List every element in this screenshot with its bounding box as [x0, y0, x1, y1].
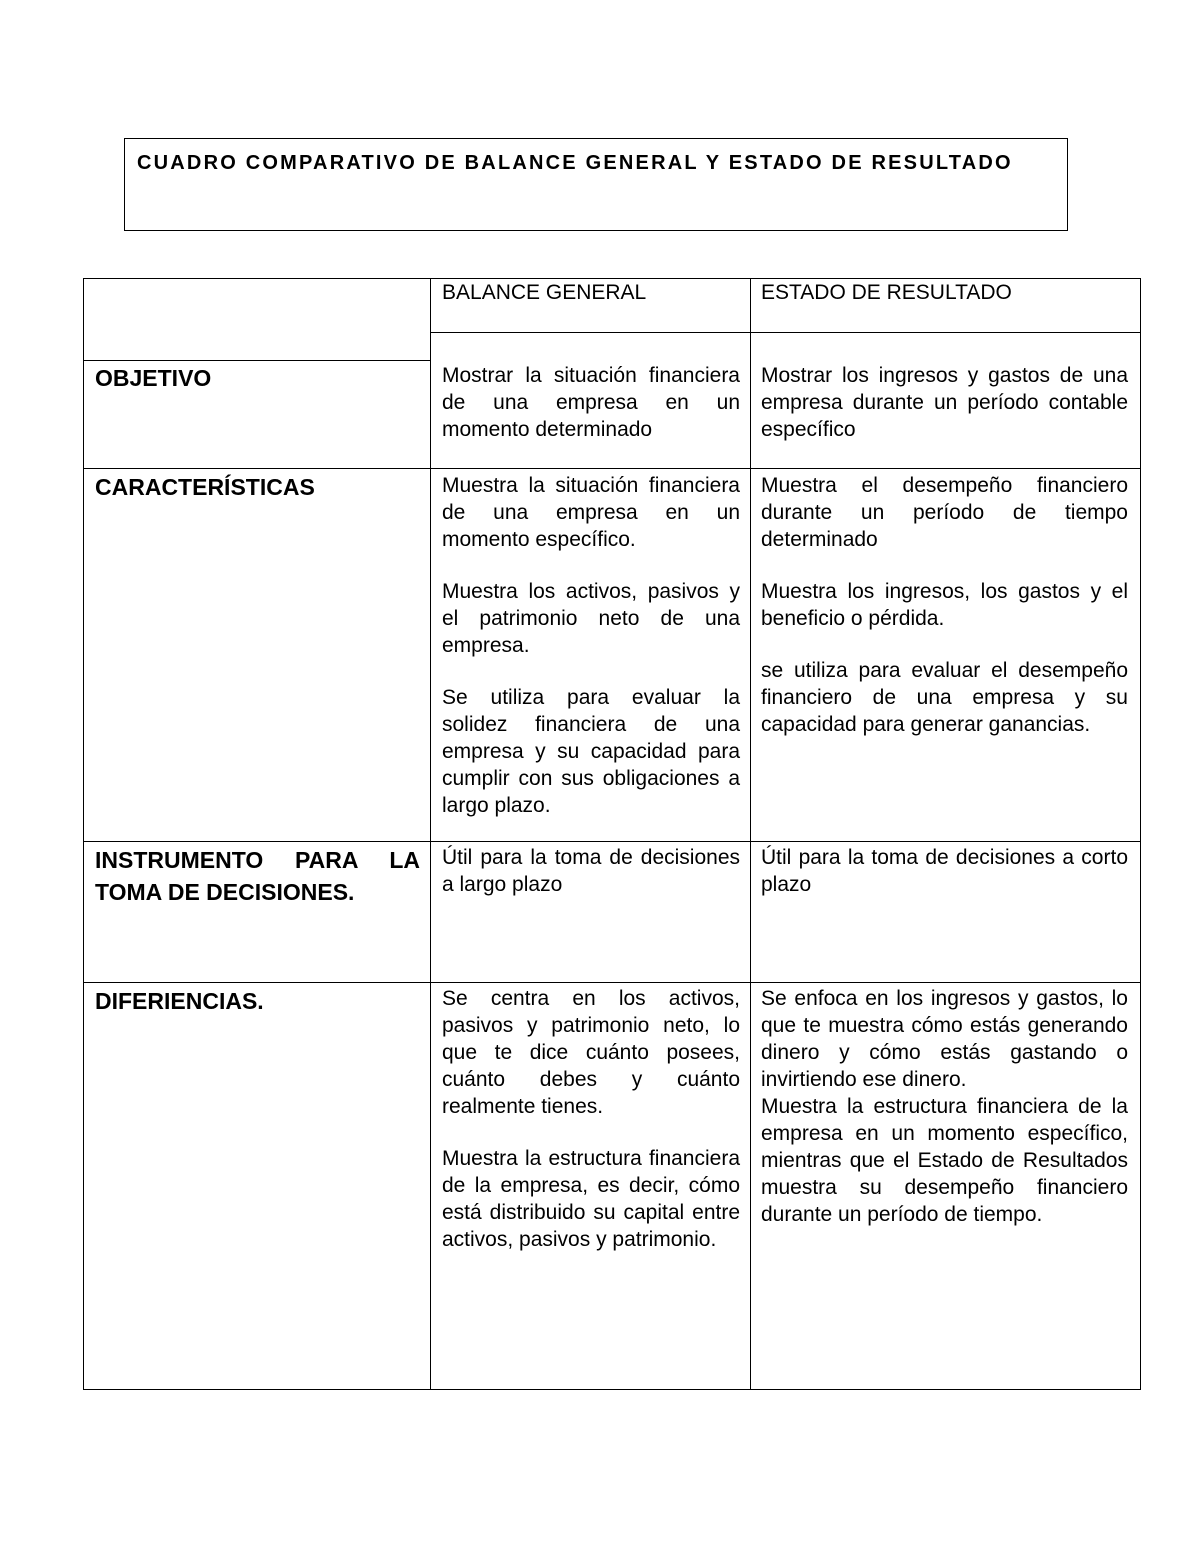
row-label-instrumento: INSTRUMENTO PARA LA TOMA DE DECISIONES.	[95, 847, 420, 905]
header-balance-general: BALANCE GENERAL	[442, 281, 647, 304]
header-underline	[430, 332, 1141, 333]
header-estado-resultado: ESTADO DE RESULTADO	[761, 281, 1012, 304]
table-border-left	[83, 278, 84, 1390]
caracteristicas-balance-p3: Se utiliza para evaluar la solidez financiera de una empresa y su capacidad para cumplir con sus obligaciones a largo plazo.	[442, 686, 740, 817]
table-border-bottom	[83, 1389, 1141, 1390]
row-divider-caracteristicas	[83, 468, 1141, 469]
row-divider-objetivo	[83, 360, 431, 361]
objetivo-estado-text: Mostrar los ingresos y gastos de una empresa durante un período contable específico	[761, 364, 1128, 441]
document-title: CUADRO COMPARATIVO DE BALANCE GENERAL Y ESTADO DE RESULTADO	[137, 152, 1013, 174]
table-border-right	[1140, 278, 1141, 1390]
instrumento-estado-text: Útil para la toma de decisiones a corto plazo	[761, 846, 1128, 896]
diferencias-balance	[442, 985, 740, 1253]
table-divider-col1	[430, 278, 431, 1390]
diferencias-estado-p2: Muestra la estructura financiera de la empresa en un momento específico, mientras que el Estado de Resultados muestra su desempeño financiero durante un período de tiempo.	[761, 1095, 1128, 1226]
diferencias-estado	[761, 985, 1128, 1228]
objetivo-estado	[761, 362, 1128, 443]
diferencias-balance-p1: Se centra en los activos, pasivos y patrimonio neto, lo que te dice cuánto posees, cuánto debes y cuánto realmente tienes.	[442, 987, 740, 1118]
caracteristicas-balance	[442, 472, 740, 819]
caracteristicas-estado-p3: se utiliza para evaluar el desempeño financiero de una empresa y su capacidad para generar ganancias.	[761, 659, 1128, 736]
row-divider-instrumento	[83, 841, 1141, 842]
comparison-table	[83, 278, 1141, 1390]
caracteristicas-balance-p1: Muestra la situación financiera de una empresa en un momento específico.	[442, 474, 740, 551]
row-divider-diferencias	[83, 982, 1141, 983]
title-box	[124, 138, 1068, 231]
instrumento-estado	[761, 844, 1128, 898]
objetivo-balance	[442, 362, 740, 443]
diferencias-balance-p2: Muestra la estructura financiera de la empresa, es decir, cómo está distribuido su capital entre activos, pasivos y patrimonio.	[442, 1147, 740, 1251]
diferencias-estado-p1: Se enfoca en los ingresos y gastos, lo que te muestra cómo estás generando dinero y cómo estás gastando o invirtiendo ese dinero.	[761, 987, 1128, 1091]
table-divider-col2	[750, 278, 751, 1390]
caracteristicas-estado-p1: Muestra el desempeño financiero durante un período de tiempo determinado	[761, 474, 1128, 551]
row-label-caracteristicas: CARACTERÍSTICAS	[95, 474, 315, 500]
objetivo-balance-text: Mostrar la situación financiera de una empresa en un momento determinado	[442, 364, 740, 441]
caracteristicas-estado	[761, 472, 1128, 738]
caracteristicas-balance-p2: Muestra los activos, pasivos y el patrimonio neto de una empresa.	[442, 580, 740, 657]
caracteristicas-estado-p2: Muestra los ingresos, los gastos y el beneficio o pérdida.	[761, 580, 1128, 630]
row-label-objetivo: OBJETIVO	[95, 365, 212, 391]
instrumento-balance-text: Útil para la toma de decisiones a largo plazo	[442, 846, 740, 896]
instrumento-balance	[442, 844, 740, 898]
row-label-diferencias: DIFERIENCIAS.	[95, 988, 264, 1014]
